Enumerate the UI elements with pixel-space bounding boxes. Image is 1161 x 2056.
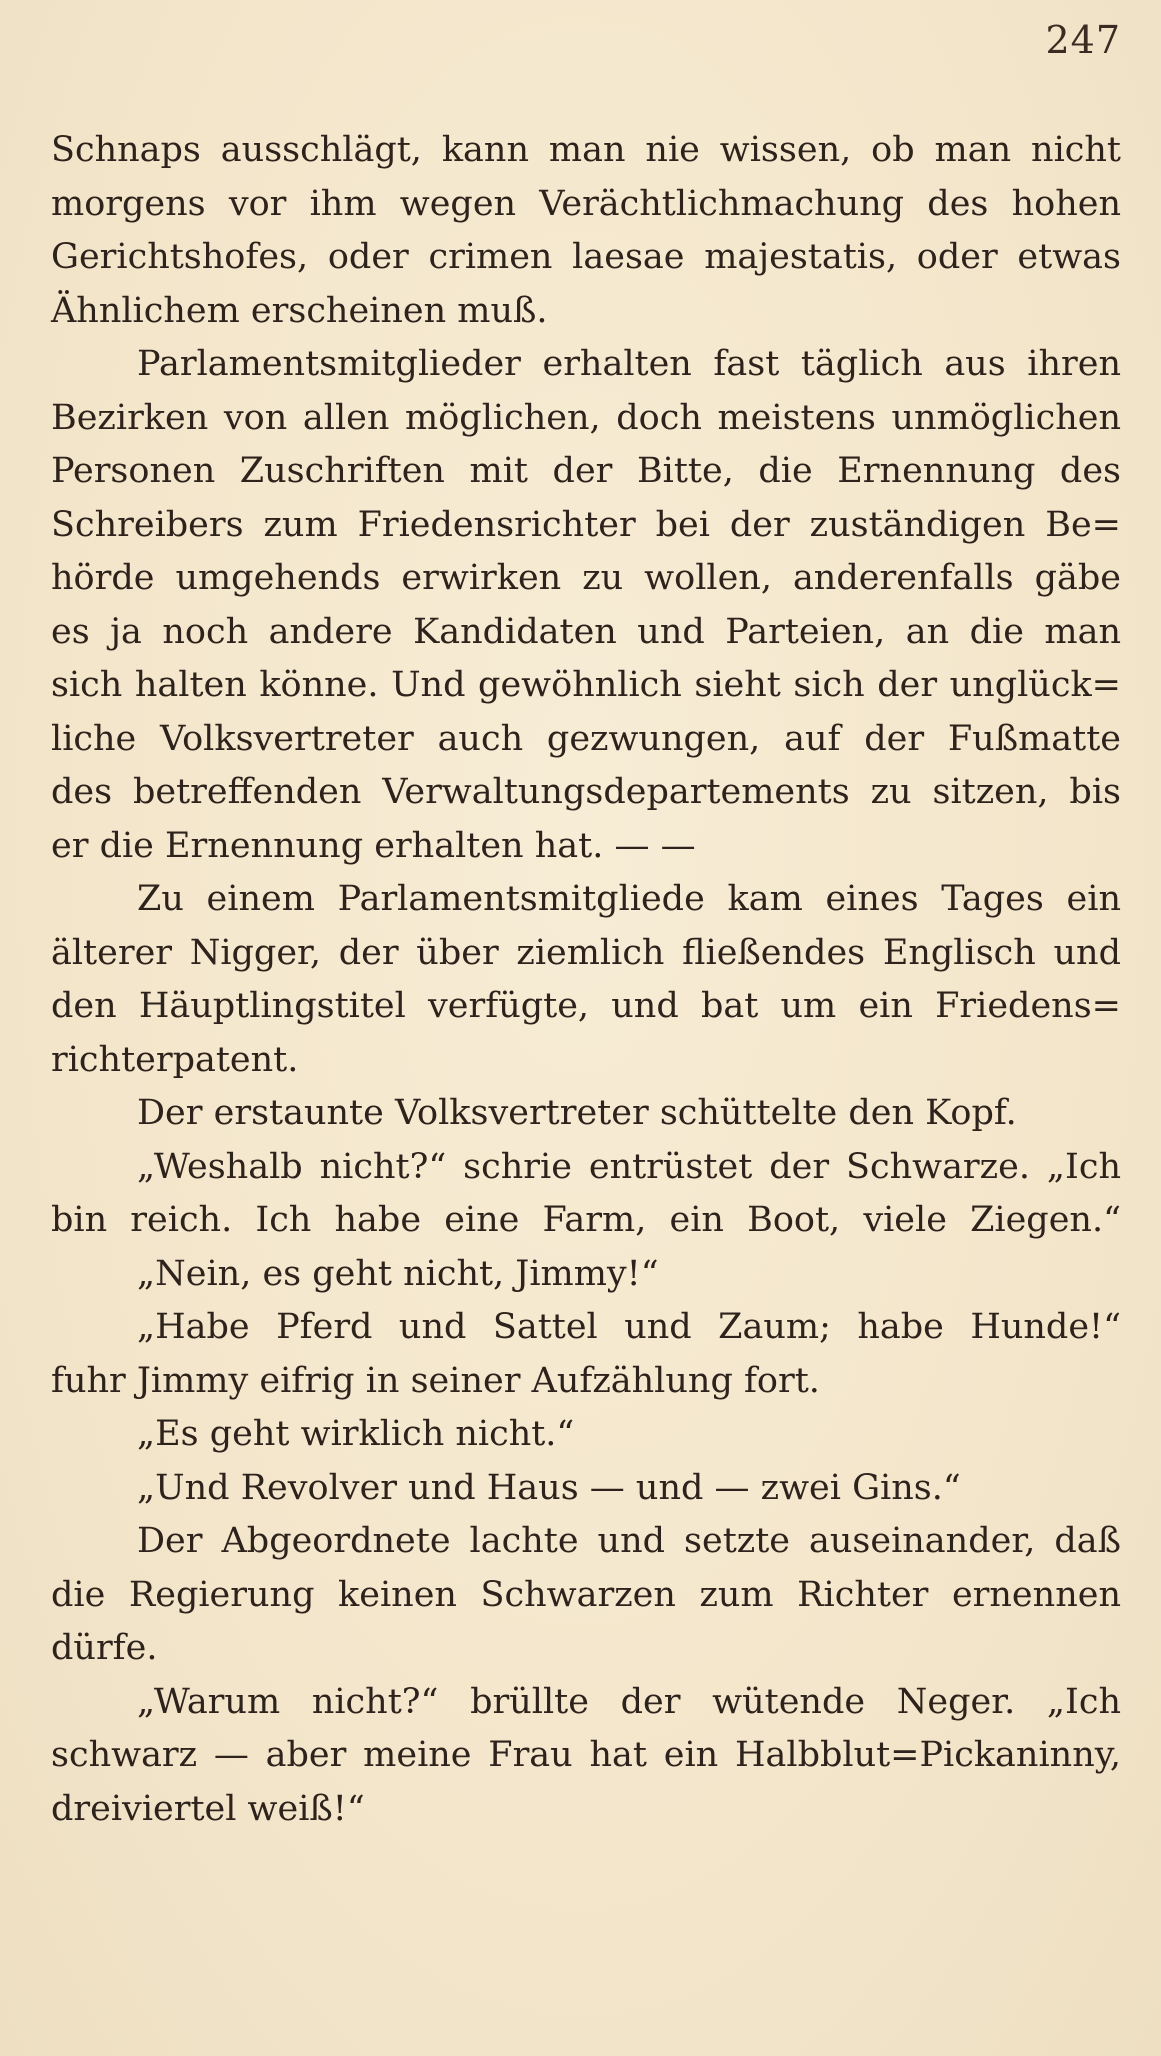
text-line: richterpatent. [51, 1039, 299, 1080]
text-line: es ja noch andere Kandidaten und Parteien, an die man [51, 611, 1121, 652]
text-line: liche Volksvertreter auch gezwungen, auf der Fußmatte [51, 718, 1121, 759]
text-line: Personen Zuschriften mit der Bitte, die Ernennung des [51, 451, 1121, 491]
text-line: Der Abgeordnete lachte und setzte auseinander, daß [137, 1521, 1121, 1561]
text-line: Gerichtshofes, oder crimen laesae majestatis, oder etwas [51, 237, 1121, 277]
text-line: dürfe. [51, 1628, 158, 1668]
text-line: sich halten könne. Und gewöhnlich sieht sich der unglück= [51, 665, 1121, 705]
text-line: älterer Nigger, der über ziemlich fließendes Englisch und [51, 932, 1121, 973]
text-line: „Und Revolver und Haus — und — zwei Gins.“ [137, 1467, 961, 1508]
text-line: „Es geht wirklich nicht.“ [137, 1414, 575, 1454]
text-line: hörde umgehends erwirken zu wollen, anderenfalls gäbe [51, 558, 1121, 598]
text-line: „Weshalb nicht?“ schrie entrüstet der Schwarze. „Ich [137, 1146, 1121, 1187]
text-line: Bezirken von allen möglichen, doch meistens unmöglichen [51, 397, 1121, 438]
text-line: fuhr Jimmy eifrig in seiner Aufzählung fort. [51, 1360, 820, 1401]
text-line: morgens vor ihm wegen Verächtlichmachung des hohen [51, 183, 1121, 224]
text-line: Schreibers zum Friedensrichter bei der zuständigen Be= [51, 504, 1121, 545]
text-line: den Häuptlingstitel verfügte, und bat um ein Friedens= [51, 986, 1121, 1026]
text-line: Ähnlichem erscheinen muß. [51, 290, 548, 331]
text-line: schwarz — aber meine Frau hat ein Halbblut=Pickaninny, [51, 1735, 1121, 1775]
text-line: „Habe Pferd und Sattel und Zaum; habe Hunde!“ [137, 1307, 1121, 1347]
text-line: Zu einem Parlamentsmitgliede kam eines Tages ein [137, 879, 1121, 919]
text-line: Der erstaunte Volksvertreter schüttelte den Kopf. [137, 1093, 1017, 1133]
text-line: er die Ernennung erhalten hat. — — [51, 825, 696, 866]
text-line: Parlamentsmitglieder erhalten fast täglich aus ihren [137, 344, 1121, 384]
page-number: 247 [1045, 18, 1121, 62]
text-line: „Nein, es geht nicht, Jimmy!“ [137, 1253, 659, 1294]
text-line: Schnaps ausschlägt, kann man nie wissen, ob man nicht [51, 130, 1121, 170]
text-line: dreiviertel weiß!“ [51, 1788, 365, 1829]
text-line: bin reich. Ich habe eine Farm, ein Boot, viele Ziegen.“ [51, 1200, 1121, 1240]
text-line: des betreffenden Verwaltungsdepartements zu sitzen, bis [51, 772, 1121, 812]
text-line: „Warum nicht?“ brüllte der wütende Neger. „Ich [137, 1681, 1121, 1722]
text-line: die Regierung keinen Schwarzen zum Richter ernennen [51, 1574, 1121, 1615]
body-text [51, 124, 1121, 1836]
